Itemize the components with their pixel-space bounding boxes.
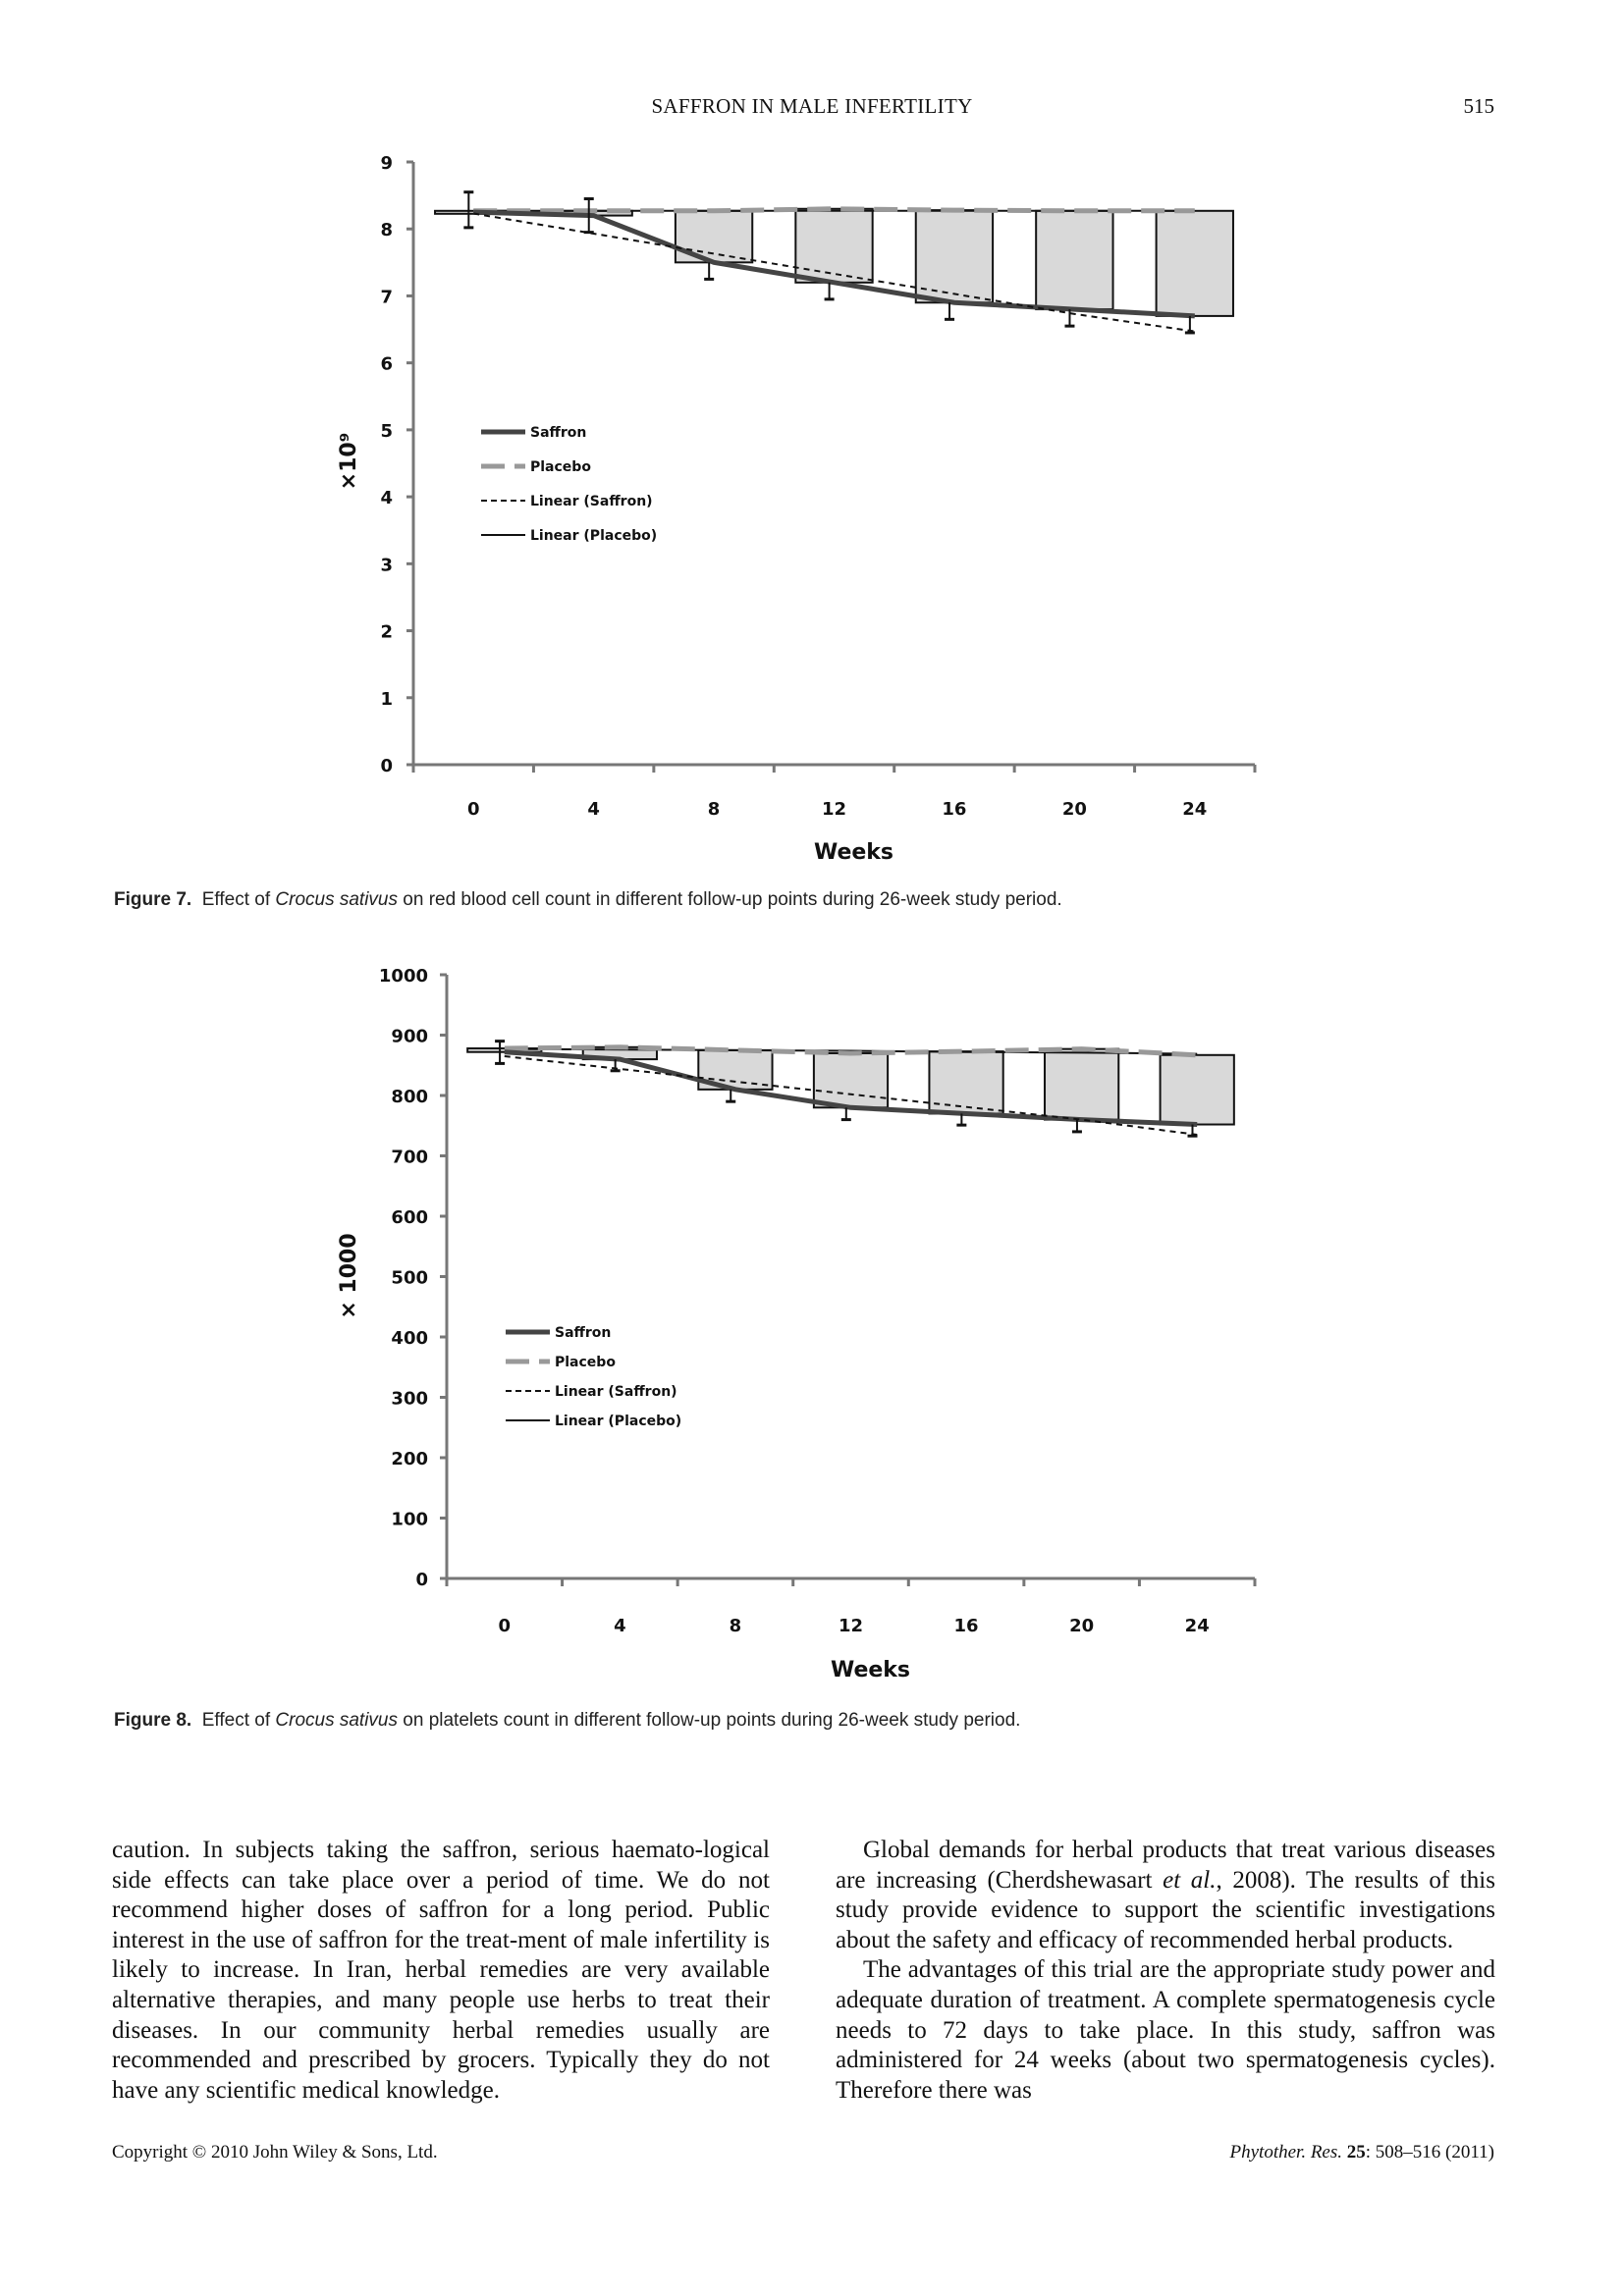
x-tick-label: 0 (466, 799, 480, 820)
figure-8-label: Figure 8. (114, 1710, 192, 1731)
y-tick-label: 600 (391, 1207, 428, 1228)
body-right-column (836, 1836, 1495, 2106)
x-axis-title: Weeks (813, 840, 894, 865)
paragraph: The advantages of this trial are the appropriate study power and adequate duration of treatment. A complete spermatogenesis cycle needs to 72 days to take place. In this study, saffron was administered for 24 weeks (about two spermatogenesis cycles). Therefore there was (836, 1956, 1495, 2104)
x-axis-title: Weeks (830, 1658, 911, 1682)
caption-text: on red blood cell count in different follow-up points during 26-week study period. (398, 889, 1062, 910)
difference-bar (1045, 1049, 1118, 1120)
caption-text: Effect of (201, 889, 276, 910)
y-tick-label: 900 (391, 1026, 428, 1047)
y-tick-label: 800 (391, 1087, 428, 1107)
y-tick-label: 400 (391, 1328, 428, 1349)
y-tick-label: 2 (380, 621, 393, 643)
y-tick-label: 500 (391, 1267, 428, 1289)
difference-bar (814, 1053, 888, 1107)
journal-volume: 25 (1346, 2142, 1366, 2163)
y-tick-label: 8 (380, 220, 393, 241)
y-tick-label: 1000 (378, 966, 428, 987)
x-tick-label: 16 (942, 799, 967, 820)
x-tick-label: 8 (707, 799, 721, 820)
y-tick-label: 0 (380, 756, 393, 776)
legend-label: Linear (Placebo) (530, 528, 658, 544)
x-tick-label: 24 (1182, 799, 1208, 820)
x-tick-label: 24 (1184, 1616, 1210, 1636)
x-tick-label: 8 (729, 1616, 742, 1636)
y-tick-label: 7 (380, 287, 393, 308)
journal-name: Phytother. Res. (1229, 2142, 1343, 2163)
text: , 2008). The results of this study provide evidence to support the scientific investigations about the safety and efficacy of recommended herbal products. (836, 1866, 1495, 1953)
figure-8-caption (114, 1710, 1020, 1732)
y-tick-label: 9 (380, 153, 393, 174)
journal-pages: : 508–516 (2011) (1365, 2142, 1494, 2163)
x-tick-label: 20 (1069, 1616, 1095, 1636)
x-tick-label: 12 (821, 799, 847, 820)
legend-label: Linear (Placebo) (555, 1414, 682, 1429)
body-left-column (112, 1836, 770, 2106)
y-tick-label: 0 (415, 1570, 428, 1590)
x-tick-label: 16 (953, 1616, 979, 1636)
text: Global demands for herbal products that treat various diseases are increasing (Cherdshewasart (836, 1837, 1495, 1894)
difference-bar (1161, 1055, 1234, 1125)
y-tick-label: 700 (391, 1147, 428, 1168)
legend-label: Placebo (555, 1355, 616, 1370)
x-tick-label: 12 (838, 1616, 864, 1636)
caption-species: Crocus sativus (275, 1710, 398, 1731)
legend-label: Linear (Saffron) (555, 1384, 677, 1400)
y-tick-label: 5 (380, 420, 393, 442)
y-tick-label: 4 (380, 488, 393, 509)
journal-citation-footer (1230, 2142, 1495, 2163)
legend-label: Linear (Saffron) (530, 494, 653, 509)
legend-label: Saffron (555, 1325, 612, 1341)
legend-label: Placebo (530, 459, 591, 475)
figure-7-label: Figure 7. (114, 889, 192, 910)
y-tick-label: 200 (391, 1449, 428, 1469)
y-tick-label: 6 (380, 353, 393, 375)
paragraph: caution. In subjects taking the saffron, serious haemato-logical side effects can take place over a period of time. We do not recommend higher doses of saffron for a long period. Public interest in the use of saffron for the treat-ment of male infertility is likely to increase. In Iran, herbal remedies are very available alternative therapies, and many people use herbs to treat their diseases. In our community herbal remedies usually are recommended and prescribed by grocers. Typically they do not have any scientific medical knowledge. (112, 1837, 770, 2104)
y-tick-label: 300 (391, 1388, 428, 1410)
legend-label: Saffron (530, 425, 587, 441)
y-tick-label: 3 (380, 555, 393, 576)
difference-bar (929, 1051, 1002, 1113)
page-number: 515 (1463, 94, 1494, 118)
y-axis-title: × 1000 (337, 1233, 361, 1319)
paragraph (836, 1836, 1495, 1955)
x-tick-label: 4 (614, 1616, 626, 1636)
x-tick-label: 20 (1061, 799, 1087, 820)
caption-text: Effect of (201, 1710, 276, 1731)
y-tick-label: 100 (391, 1509, 428, 1530)
caption-text: on platelets count in different follow-up points during 26-week study period. (398, 1710, 1021, 1731)
citation-et-al: et al. (1163, 1866, 1217, 1894)
caption-species: Crocus sativus (275, 889, 398, 910)
y-tick-label: 1 (380, 688, 393, 710)
y-axis-title: ×10⁹ (337, 432, 361, 491)
x-tick-label: 0 (498, 1616, 512, 1636)
copyright-footer: Copyright © 2010 John Wiley & Sons, Ltd. (112, 2142, 438, 2163)
running-title: SAFFRON IN MALE INFERTILITY (651, 94, 973, 118)
x-tick-label: 4 (587, 799, 600, 820)
